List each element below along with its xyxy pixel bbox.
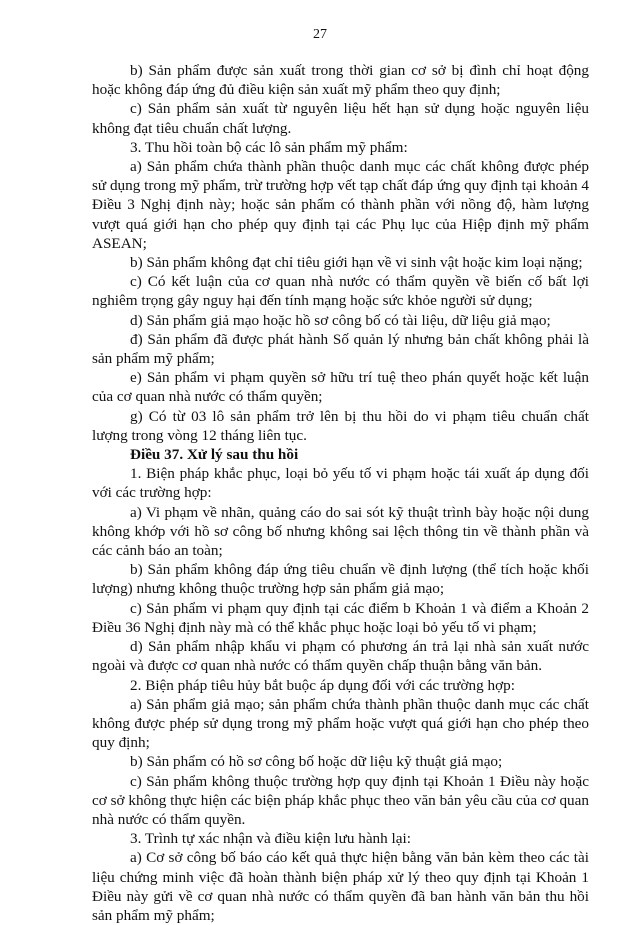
- paragraph: 2. Biện pháp tiêu hủy bắt buộc áp dụng đối với các trường hợp:: [130, 676, 515, 694]
- paragraph: a) Vi phạm về nhãn, quảng cáo do sai sót kỹ thuật trình bày hoặc nội dung không khớp với hồ sơ công bố nhưng không sai lệch thông tin về thành phần và các cảnh báo an toàn;: [92, 503, 589, 560]
- paragraph: a) Sản phẩm giả mạo; sản phẩm chứa thành phần thuộc danh mục các chất không được phép sử dụng trong mỹ phẩm hoặc vượt quá giới hạn cho phép theo quy định;: [92, 695, 589, 752]
- paragraph: 3. Thu hồi toàn bộ các lô sản phẩm mỹ phẩm:: [130, 138, 408, 156]
- paragraph: c) Sản phẩm không thuộc trường hợp quy định tại Khoản 1 Điều này hoặc cơ sở không thực hiện các biện pháp khắc phục theo văn bản yêu cầu của cơ quan nhà nước có thẩm quyền.: [92, 772, 589, 828]
- paragraph: c) Sản phẩm sản xuất từ nguyên liệu hết hạn sử dụng hoặc nguyên liệu không đạt tiêu chuẩn chất lượng.: [92, 100, 589, 137]
- paragraph: g) Có từ 03 lô sản phẩm trở lên bị thu hồi do vi phạm tiêu chuẩn chất lượng trong vòng 12 tháng liên tục.: [92, 407, 589, 444]
- paragraph: e) Sản phẩm vi phạm quyền sở hữu trí tuệ theo phán quyết hoặc kết luận của cơ quan nhà nước có thẩm quyền;: [92, 369, 589, 406]
- paragraph: 1. Biện pháp khắc phục, loại bỏ yếu tố vi phạm hoặc tái xuất áp dụng đối với các trường hợp:: [92, 465, 589, 502]
- page-number: 27: [313, 27, 327, 42]
- paragraph: b) Sản phẩm được sản xuất trong thời gian cơ sở bị đình chỉ hoạt động hoặc không đáp ứng đủ điều kiện sản xuất mỹ phẩm theo quy định;: [92, 62, 589, 99]
- paragraph: 3. Trình tự xác nhận và điều kiện lưu hành lại:: [130, 830, 411, 848]
- article-heading: Điều 37. Xử lý sau thu hồi: [130, 446, 299, 464]
- paragraph: c) Có kết luận của cơ quan nhà nước có thẩm quyền về biến cố bất lợi nghiêm trọng gây nguy hại đến tính mạng hoặc sức khỏe người sử dụng;: [92, 273, 589, 310]
- paragraph: b) Sản phẩm không đáp ứng tiêu chuẩn về định lượng (thể tích hoặc khối lượng) nhưng không thuộc trường hợp sản phẩm giả mạo;: [92, 561, 589, 598]
- document-body: [92, 61, 589, 925]
- paragraph: d) Sản phẩm giả mạo hoặc hồ sơ công bố có tài liệu, dữ liệu giả mạo;: [130, 311, 551, 329]
- paragraph: d) Sản phẩm nhập khẩu vi phạm có phương án trả lại nhà sản xuất nước ngoài và được cơ quan nhà nước có thẩm quyền chấp thuận bằng văn bản.: [92, 638, 589, 675]
- paragraph: a) Cơ sở công bố báo cáo kết quả thực hiện bằng văn bản kèm theo các tài liệu chứng minh việc đã hoàn thành biện pháp xử lý theo quy định tại Khoản 1 Điều này gửi về cơ quan nhà nước có thẩm quyền đã ban hành văn bản thu hồi sản phẩm mỹ phẩm;: [92, 849, 589, 924]
- paragraph: b) Sản phẩm có hồ sơ công bố hoặc dữ liệu kỹ thuật giả mạo;: [130, 753, 503, 771]
- paragraph: b) Sản phẩm không đạt chỉ tiêu giới hạn về vi sinh vật hoặc kim loại nặng;: [130, 254, 583, 272]
- paragraph: đ) Sản phẩm đã được phát hành Số quản lý nhưng bản chất không phải là sản phẩm mỹ phẩm;: [92, 330, 589, 368]
- paragraph: a) Sản phẩm chứa thành phần thuộc danh mục các chất không được phép sử dụng trong mỹ phẩm, trừ trường hợp vết tạp chất đáp ứng quy định tại khoản 4 Điều 3 Nghị định này; hoặc sản phẩm có thành phần với nồng độ, hàm lượng vượt quá giới hạn cho phép quy định tại các Phụ lục của Hiệp định mỹ phẩm ASEAN;: [92, 158, 589, 252]
- paragraph: c) Sản phẩm vi phạm quy định tại các điểm b Khoản 1 và điểm a Khoản 2 Điều 36 Nghị định này mà có thể khắc phục hoặc loại bỏ yếu tố vi phạm;: [92, 599, 589, 636]
